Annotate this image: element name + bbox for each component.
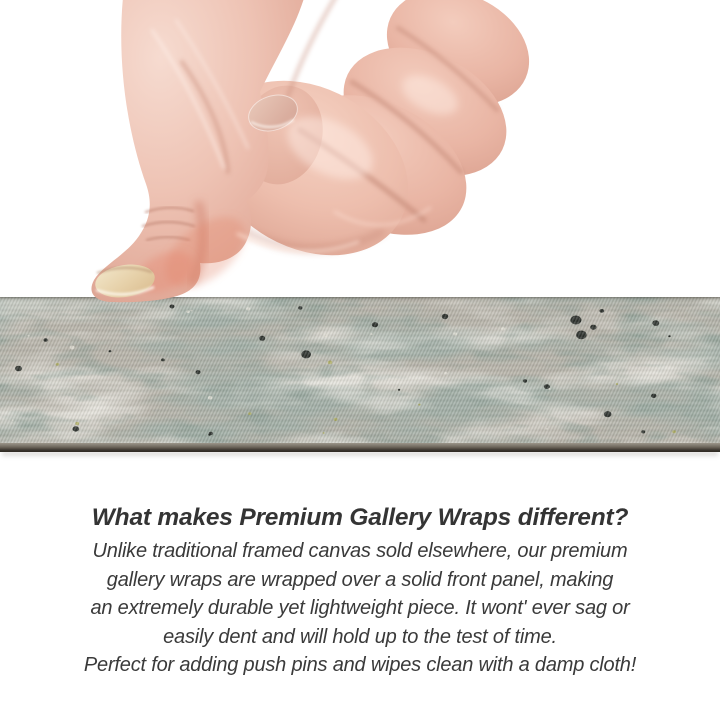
- info-body-line: easily dent and will hold up to the test of time.: [163, 625, 557, 648]
- info-body-line: an extremely durable yet lightweight piece. It wont' ever sag or: [90, 597, 630, 620]
- canvas-strip: [0, 297, 720, 461]
- info-body-line: Perfect for adding push pins and wipes clean with a damp cloth!: [83, 654, 637, 677]
- info-text-block: [0, 502, 720, 680]
- info-body: [0, 537, 720, 680]
- info-body-line: Unlike traditional framed canvas sold elsewhere, our premium: [92, 540, 628, 562]
- canvas-drop-shadow: [2, 452, 718, 457]
- info-body-line: gallery wraps are wrapped over a solid front panel, making: [106, 568, 614, 591]
- canvas-bottom-edge: [0, 443, 720, 452]
- hand-pressing-canvas: [0, 0, 720, 320]
- info-heading: What makes Premium Gallery Wraps different?: [91, 504, 629, 531]
